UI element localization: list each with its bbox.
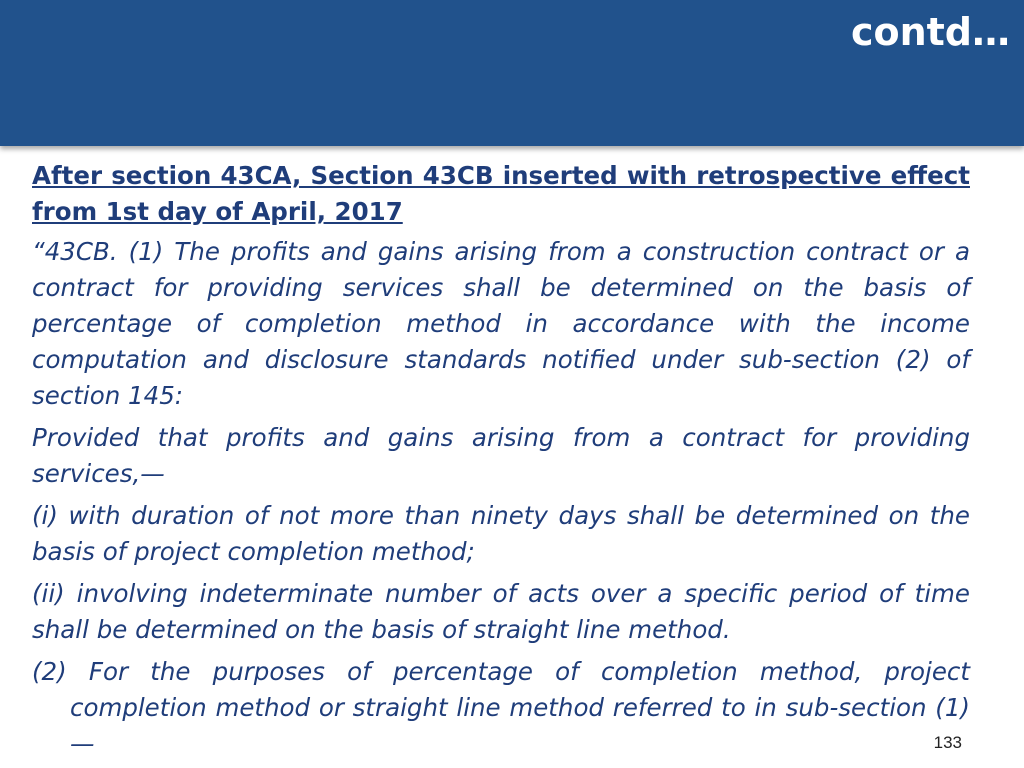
- header-bar: [0, 0, 1024, 146]
- slide-content: [32, 158, 970, 762]
- page-number: 133: [933, 733, 962, 752]
- paragraph-clause-ii: (ii) involving indeterminate number of acts over a specific period of time shall be determined on the basis of straight line method.: [32, 579, 970, 644]
- slide-title: contd…: [850, 10, 1010, 54]
- paragraph-clause-i: (i) with duration of not more than ninety days shall be determined on the basis of project completion method;: [32, 501, 970, 566]
- section-heading: After section 43CA, Section 43CB inserted with retrospective effect from 1st day of April, 2017: [32, 161, 970, 226]
- paragraph-43cb-1: “43CB. (1) The profits and gains arising from a construction contract or a contract for providing services shall be determined on the basis of percentage of completion method in accordance with the income computation and disclosure standards notified under sub-section (2) of section 145:: [32, 237, 970, 410]
- paragraph-43cb-2: (2) For the purposes of percentage of completion method, project completion method or straight line method referred to in sub-section (1)—: [32, 657, 970, 758]
- paragraph-proviso: Provided that profits and gains arising from a contract for providing services,—: [32, 423, 970, 488]
